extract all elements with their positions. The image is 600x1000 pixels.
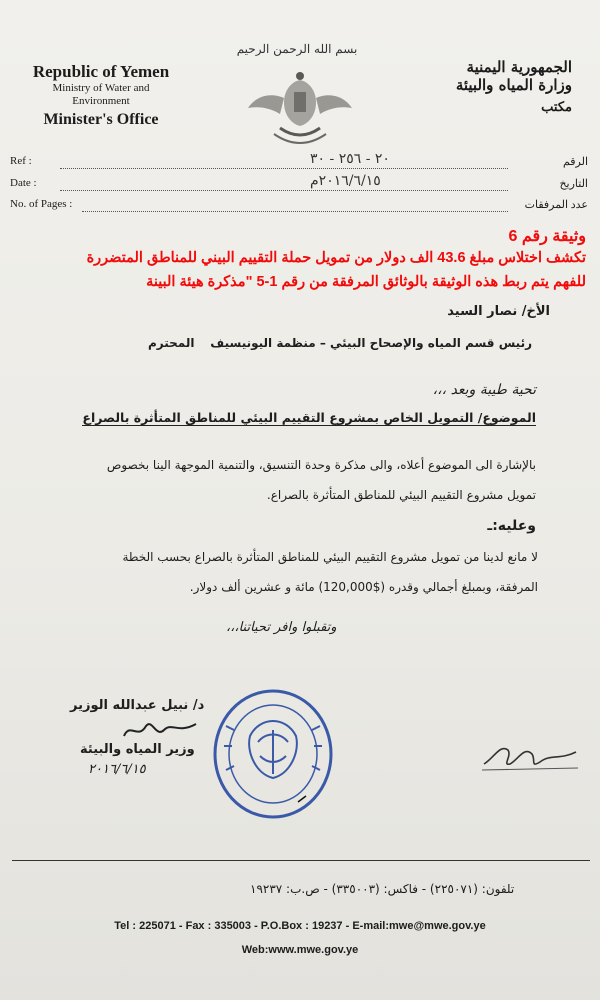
signatory-title: وزير المياه والبيئة [80, 742, 195, 757]
signatory-name: د/ نبيل عبدالله الوزير [70, 698, 205, 713]
yemen-eagle-emblem-icon [240, 62, 360, 158]
recipient-honorific: المحترم [148, 336, 195, 350]
ref-label-en: Ref : [10, 155, 32, 167]
ministry-stamp-icon [210, 686, 336, 822]
para2-line2: المرفقة، وبمبلغ أجمالي وقدره ($120,000) مائة و عشرين ألف دولار. [189, 580, 538, 594]
greeting: تحية طيبة وبعد ،،، [432, 382, 536, 398]
pages-label-ar: عدد المرفقات [524, 199, 588, 211]
pages-row [10, 198, 588, 218]
en-ministry-line2: Environment [72, 95, 130, 107]
date-label-en: Date : [10, 177, 37, 189]
annotation-line3: للفهم يتم ربط هذه الوثيقة بالوثائق المرفقة من رقم 1-5 "مذكرة هيئة البينة [146, 274, 586, 290]
ar-country-title: الجمهورية اليمنية [466, 58, 572, 76]
signature-date: ٢٠١٦/٦/١٥ [88, 762, 146, 777]
footer-contact-en: Tel : 225071 - Fax : 335003 - P.O.Box : 19237 - E-mail:mwe@mwe.gov.ye [114, 920, 486, 932]
arabic-letterhead [422, 58, 572, 115]
date-row [10, 173, 588, 197]
en-office: Minister's Office [43, 111, 159, 128]
ref-label-ar: الرقم [562, 156, 588, 168]
subject [82, 410, 536, 425]
recipient-role: رئيس قسم المياه والإصحاح البيئي – منظمة اليونيسيف [210, 336, 532, 350]
en-ministry-line1: Ministry of Water and [52, 82, 150, 94]
en-country-title: Republic of Yemen [32, 62, 170, 81]
footer-web: Web:www.mwe.gov.ye [241, 944, 359, 956]
para1-line1: بالإشارة الى الموضوع أعلاه، والى مذكرة وحدة التنسيق، والتنمية الموجهة الينا بخصوص [106, 458, 536, 472]
date-label-ar: التاريخ [559, 178, 588, 190]
para2-line1: لا مانع لدينا من تمويل مشروع التقييم البيئي للمناطق المتأثرة بالصراع بحسب الخطة [122, 550, 538, 564]
annotation-line2: تكشف اختلاس مبلغ 43.6 الف دولار من تمويل حملة التقييم البيني للمناطق المتضررة [86, 250, 586, 266]
ar-office: مكتب [541, 100, 572, 115]
english-letterhead [16, 62, 186, 129]
para1-line2: تمويل مشروع التقييم البيئي للمناطق المتأثرة بالصراع. [266, 488, 536, 502]
footer-divider [12, 860, 590, 861]
bismillah-text: بسم الله الرحمن الرحيم [236, 42, 358, 56]
ref-value: ٢٠ - ٢٥٦ - ٣٠ [310, 151, 390, 167]
therefore: وعليه:ـ [487, 518, 536, 534]
ar-ministry: وزارة المياه والبيئة [455, 76, 572, 94]
ref-row [10, 151, 588, 175]
date-value: ٢٠١٦/٦/١٥م [310, 173, 381, 189]
signature-scribble-icon [480, 736, 580, 776]
pages-label-en: No. of Pages : [10, 198, 73, 210]
annotation-document-number: وثيقة رقم 6 [508, 228, 586, 245]
closing: وتقبلوا وافر تحياتنا،،، [226, 620, 337, 635]
subject-text: الموضوع/ التمويل الخاص بمشروع التقييم البيئي للمناطق المتأثرة بالصراع [82, 410, 536, 425]
recipient-title: الأخ/ نصار السيد [447, 304, 550, 319]
initials-signature-icon [120, 716, 200, 744]
footer-phone-ar: تلفون: (٢٢٥٠٧١) - فاكس: (٣٣٥٠٠٣) - ص.ب: ١٩٢٣٧ [250, 882, 515, 896]
